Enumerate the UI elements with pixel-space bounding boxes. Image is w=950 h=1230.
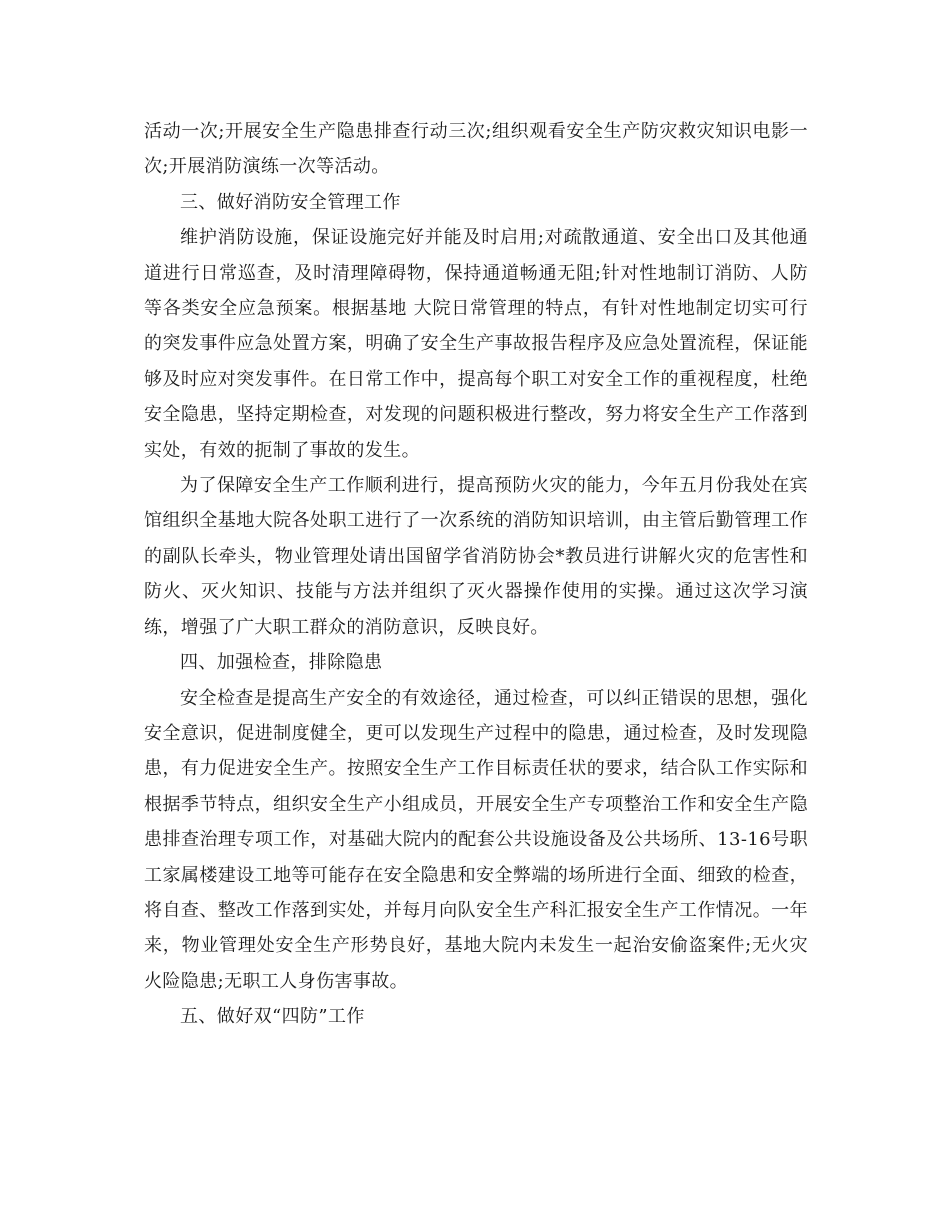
paragraph-fire-training: 为了保障安全生产工作顺利进行，提高预防火灾的能力，今年五月份我处在宾馆组织全基地大院各处职工进行了一次系统的消防知识培训，由主管后勤管理工作的副队长牵头，物业管理处请出国留学省消防协会*教员进行讲解火灾的危害性和防火、灭火知识、技能与方法并组织了灭火器操作使用的实操。通过这次学习演练，增强了广大职工群众的消防意识，反映良好。 (144, 475, 808, 638)
section-heading-5: 五、做好双“四防”工作 (180, 1006, 365, 1028)
paragraph-safety-inspection: 安全检查是提高生产安全的有效途径，通过检查，可以纠正错误的思想，强化安全意识，促进制度健全，更可以发现生产过程中的隐患，通过检查，及时发现隐患，有力促进安全生产。按照安全生产工作目标责任状的要求，结合队工作实际和根据季节特点，组织安全生产小组成员，开展安全生产专项整治工作和安全生产隐患排查治理专项工作，对基础大院内的配套公共设施设备及公共场所、13-16号职工家属楼建设工地等可能存在安全隐患和安全弊端的场所进行全面、细致的检查，将自查、整改工作落到实处，并每月向队安全生产科汇报安全生产工作情况。一年来，物业管理处安全生产形势良好，基地大院内未发生一起治安偷盗案件;无火灾火险隐患;无职工人身伤害事故。 (144, 687, 808, 992)
paragraph-fire-facilities: 维护消防设施，保证设施完好并能及时启用;对疏散通道、安全出口及其他通道进行日常巡查，及时清理障碍物，保持通道畅通无阻;针对性地制订消防、人防等各类安全应急预案。根据基地 大院日常管理的特点，有针对性地制定切实可行的突发事件应急处置方案，明确了安全生产事故报告程序及应急处置流程，保证能够及时应对突发事件。在日常工作中，提高每个职工对安全工作的重视程度，杜绝安全隐患，坚持定期检查，对发现的问题积极进行整改，努力将安全生产工作落到实处，有效的扼制了事故的发生。 (144, 227, 808, 461)
paragraph-continuation: 活动一次;开展安全生产隐患排查行动三次;组织观看安全生产防灾救灾知识电影一次;开展消防演练一次等活动。 (144, 121, 808, 178)
document-body (144, 114, 808, 1035)
section-heading-4: 四、加强检查，排除隐患 (180, 652, 383, 674)
section-heading-3: 三、做好消防安全管理工作 (180, 191, 401, 213)
